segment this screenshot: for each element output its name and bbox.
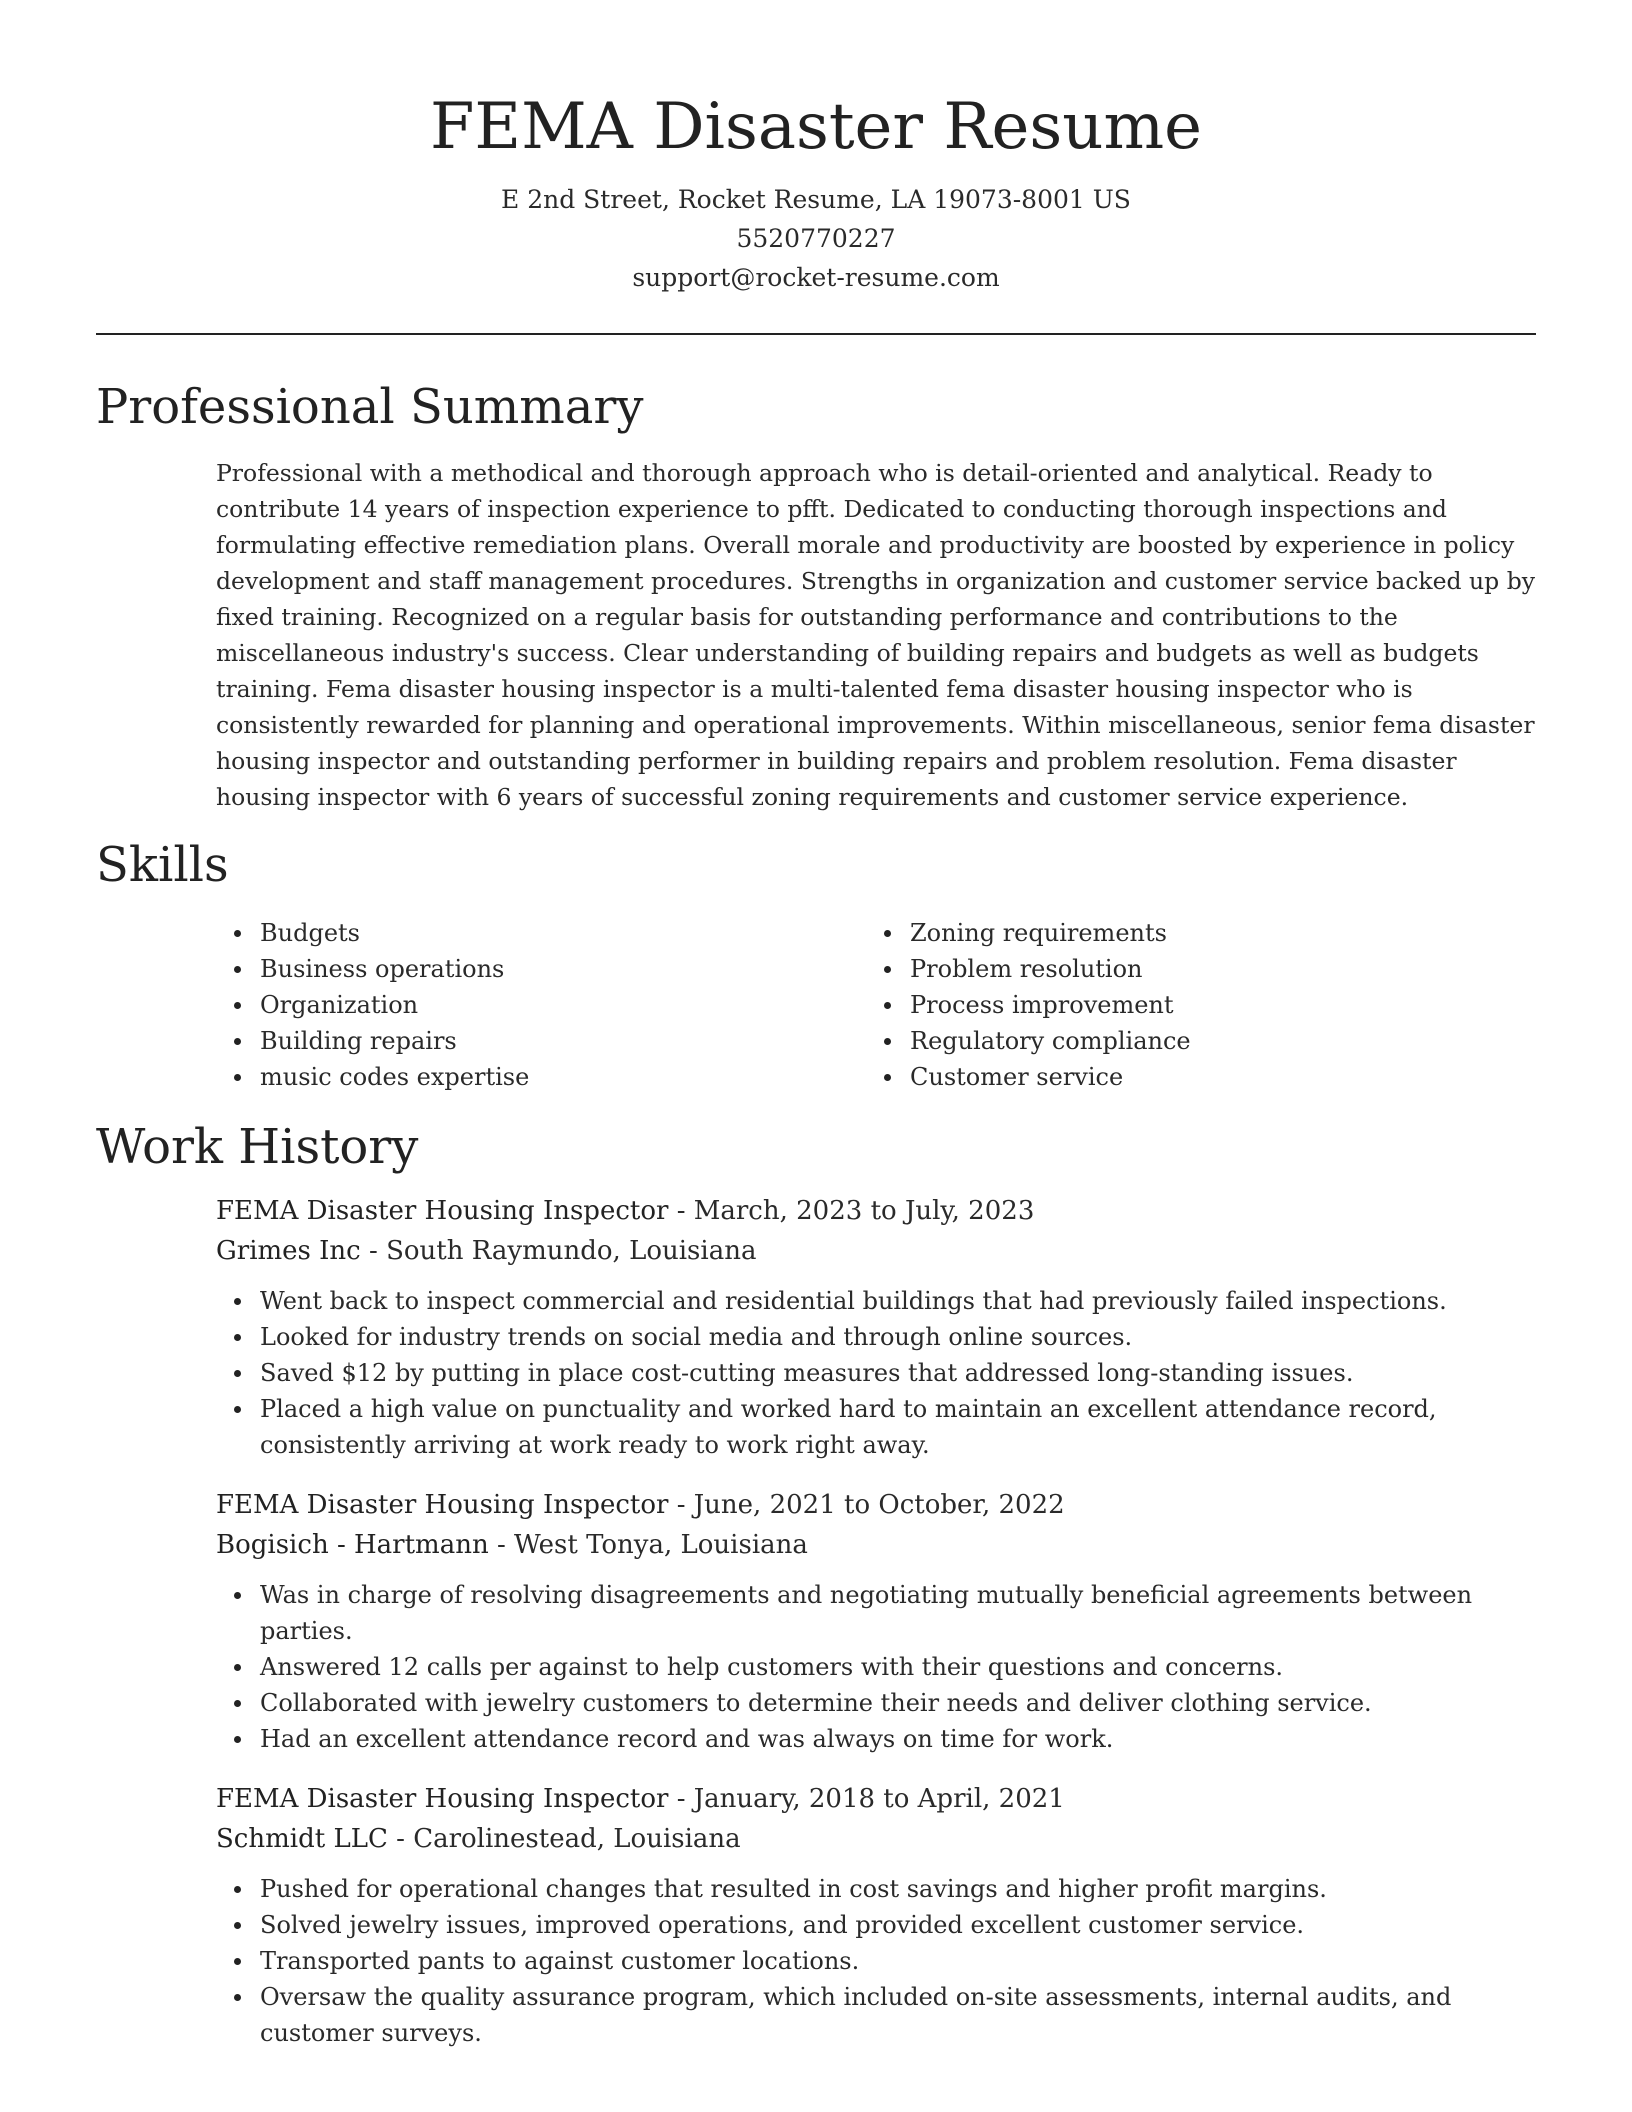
job-title-line [216,1779,1536,1819]
duty-item: Answered 12 calls per against to help customers with their questions and concerns. [260,1649,1536,1685]
duty-item: Went back to inspect commercial and residential buildings that had previously failed inspections. [260,1283,1536,1319]
job-company-line [216,1525,1536,1565]
job-title: FEMA Disaster Housing Inspector [216,1196,669,1226]
header-divider [96,333,1536,335]
job-location: - West Tonya, Louisiana [488,1530,808,1560]
job-location: - Carolinestead, Louisiana [387,1824,741,1854]
job-dates: - June, 2021 to October, 2022 [668,1490,1065,1520]
job-title: FEMA Disaster Housing Inspector [216,1784,669,1814]
contact-phone: 5520770227 [736,224,896,253]
job-company: Schmidt LLC [216,1824,388,1854]
job-entry [216,1779,1536,2051]
summary-text: Professional with a methodical and thorough approach who is detail-oriented and analytical. Ready to contribute 14 years of inspection experience to pfft. Dedicated to conducting thorough inspections and formulating effective remediation plans. Overall morale and productivity are boosted by experience in policy development and staff management procedures. Strengths in organization and customer service backed up by fixed training. Recognized on a regular basis for outstanding performance and contributions to the miscellaneous industry's success. Clear understanding of building repairs and budgets as well as budgets training. Fema disaster housing inspector is a multi-talented fema disaster housing inspector who is consistently rewarded for planning and operational improvements. Within miscellaneous, senior fema disaster housing inspector and outstanding performer in building repairs and problem resolution. Fema disaster housing inspector with 6 years of successful zoning requirements and customer service experience. [216,459,1536,811]
duty-item: Oversaw the quality assurance program, which included on-site assessments, internal audits, and customer surveys. [260,1979,1536,2051]
job-entry [216,1191,1536,1463]
contact-block [96,180,1536,297]
duty-item: Was in charge of resolving disagreements and negotiating mutually beneficial agreements between parties. [260,1577,1536,1649]
job-duties [216,1283,1536,1463]
duty-item: Transported pants to against customer locations. [260,1943,1536,1979]
job-duties [216,1871,1536,2051]
job-duties [216,1577,1536,1757]
resume-header [96,0,1536,297]
skill-item: Customer service [910,1059,1516,1095]
work-history-heading: Work History [96,1119,419,1175]
skill-item: Organization [260,987,866,1023]
skills-section [96,835,1536,1095]
skills-column-right [866,915,1516,1095]
skills-column-left [216,915,866,1095]
skill-item: Business operations [260,951,866,987]
duty-item: Collaborated with jewelry customers to determine their needs and deliver clothing service. [260,1685,1536,1721]
job-company: Grimes Inc [216,1236,361,1266]
skill-item: Zoning requirements [910,915,1516,951]
job-title-line [216,1485,1536,1525]
resume-name: FEMA Disaster Resume [429,90,1203,164]
job-dates: - March, 2023 to July, 2023 [668,1196,1035,1226]
duty-item: Saved $12 by putting in place cost-cutting measures that addressed long-standing issues. [260,1355,1536,1391]
resume-page [96,0,1536,2051]
duty-item: Pushed for operational changes that resulted in cost savings and higher profit margins. [260,1871,1536,1907]
duty-item: Solved jewelry issues, improved operations, and provided excellent customer service. [260,1907,1536,1943]
job-title-line [216,1191,1536,1231]
skill-item: music codes expertise [260,1059,866,1095]
job-company-line [216,1819,1536,1859]
job-company: Bogisich - Hartmann [216,1530,489,1560]
contact-address: E 2nd Street, Rocket Resume, LA 19073-8001 US [501,185,1131,214]
skill-item: Process improvement [910,987,1516,1023]
skill-item: Building repairs [260,1023,866,1059]
skill-item: Problem resolution [910,951,1516,987]
summary-heading: Professional Summary [96,379,644,435]
contact-email: support@rocket-resume.com [632,263,1000,292]
duty-item: Placed a high value on punctuality and worked hard to maintain an excellent attendance record, consistently arriving at work ready to work right away. [260,1391,1536,1463]
skills-list [216,915,1536,1095]
job-location: - South Raymundo, Louisiana [360,1236,757,1266]
job-company-line [216,1231,1536,1271]
work-history-section [96,1117,1536,2051]
skills-heading: Skills [96,837,229,893]
job-entry [216,1485,1536,1757]
skill-item: Budgets [260,915,866,951]
skill-item: Regulatory compliance [910,1023,1516,1059]
summary-section [96,377,1536,815]
duty-item: Looked for industry trends on social media and through online sources. [260,1319,1536,1355]
job-dates: - January, 2018 to April, 2021 [668,1784,1065,1814]
job-title: FEMA Disaster Housing Inspector [216,1490,669,1520]
duty-item: Had an excellent attendance record and was always on time for work. [260,1721,1536,1757]
